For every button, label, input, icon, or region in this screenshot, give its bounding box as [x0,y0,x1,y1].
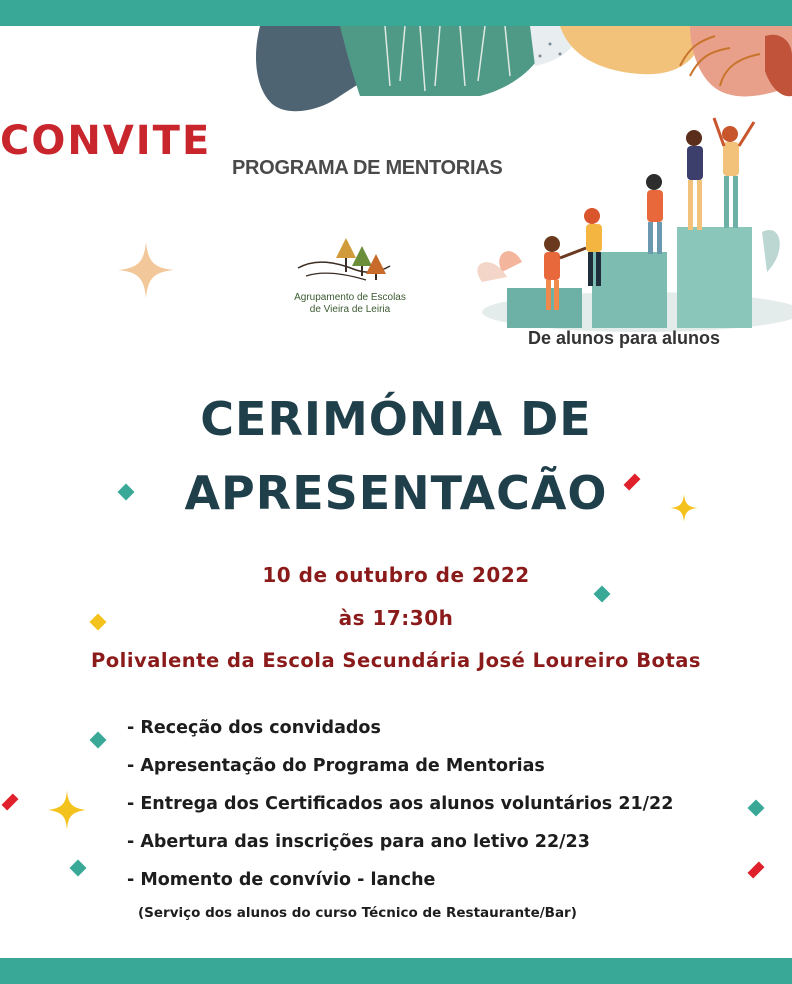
bottom-band [0,958,792,984]
event-venue: Polivalente da Escola Secundária José Loureiro Botas [90,649,702,672]
program-title: PROGRAMA DE MENTORIAS [232,157,503,179]
logo-line-1: Agrupamento de Escolas [294,292,406,303]
catering-note: (Serviço dos alunos do curso Técnico de Restaurante/Bar) [138,905,577,921]
convite-heading: CONVITE [0,118,212,164]
confetti-decoration [0,470,792,890]
agenda-item: - Momento de convívio - lanche [127,870,436,890]
logo-line-2: de Vieira de Leiria [309,304,391,315]
ceremony-title-line-2: APRESENTACÃO [184,466,608,520]
agenda-item: - Entrega dos Certificados aos alunos voluntários 21/22 [127,794,674,814]
tagline: De alunos para alunos [528,328,721,348]
top-band [0,0,792,26]
agenda-item: - Abertura das inscrições para ano letivo 22/23 [127,832,590,852]
mentoring-illustration [462,112,792,334]
agenda-item: - Apresentação do Programa de Mentorias [127,756,545,776]
agenda-item: - Receção dos convidados [127,718,381,738]
ceremony-title-line-1: CERIMÓNIA DE [200,392,592,446]
school-logo-text [280,292,420,316]
school-logo-icon [296,232,392,292]
event-date: 10 de outubro de 2022 [262,563,530,587]
event-time: às 17:30h [338,606,454,630]
sparkle-icon [118,242,174,298]
header-decoration [220,26,792,116]
